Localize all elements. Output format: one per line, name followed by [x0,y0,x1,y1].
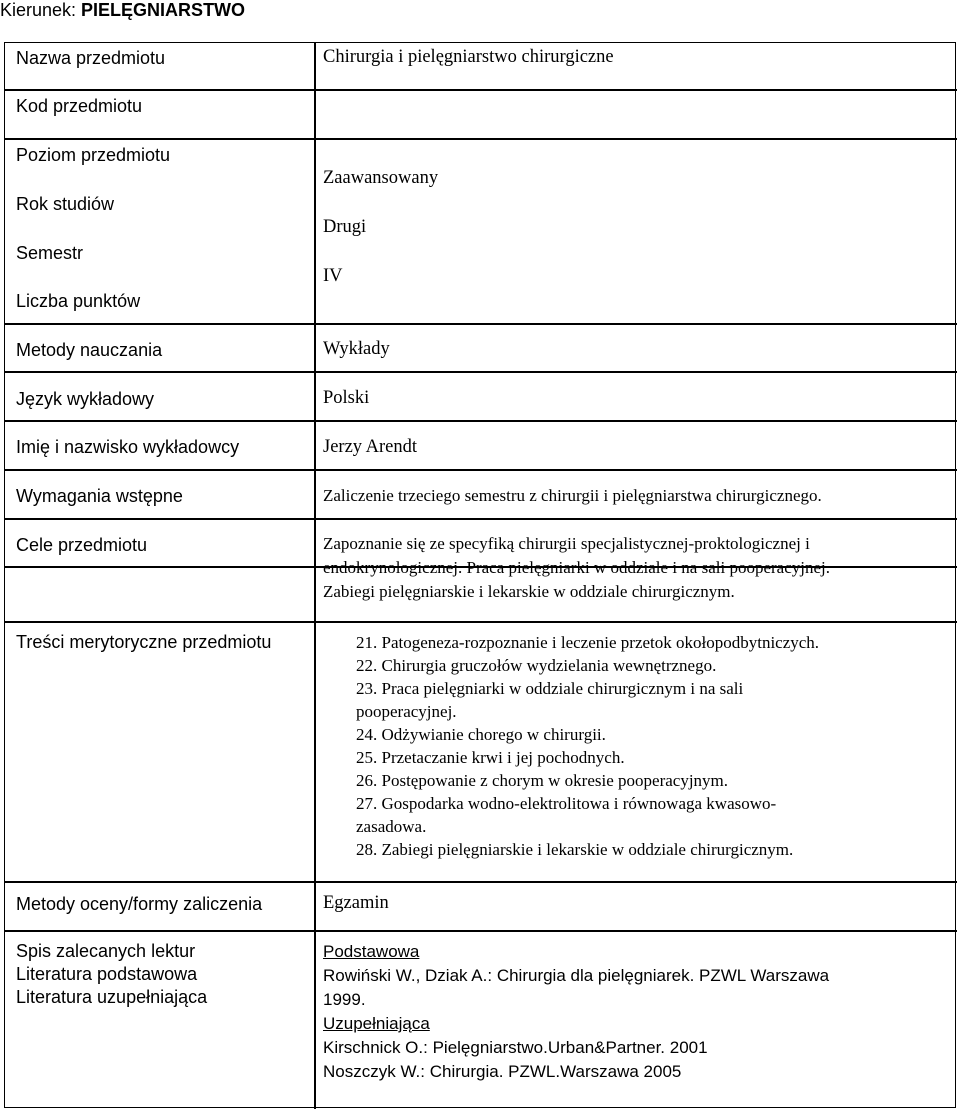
label-tresci: Treści merytoryczne przedmiotu [16,632,272,652]
value-jezyk: Polski [323,388,370,408]
lektura-line: Noszczyk W.: Chirurgia. PZWL.Warszawa 2005 [323,1062,682,1081]
cele-line: Zapoznanie się ze specyfiką chirurgii specjalistycznej-proktologicznej i [323,534,810,553]
label-lektury-line: Spis zalecanych lektur [16,941,196,961]
row-divider [5,518,957,520]
label-nazwa: Nazwa przedmiotu [16,48,166,68]
list-item: 23. Praca pielęgniarki w oddziale chirurgicznym i na sali [356,679,744,698]
value-semestr: IV [323,266,343,286]
lektura-line: Kirschnick O.: Pielęgniarstwo.Urban&Partner. 2001 [323,1038,708,1057]
row-divider [5,371,957,373]
label-lektury [16,940,207,1009]
value-poziom: Zaawansowany [323,168,439,188]
row-divider [5,420,957,422]
cele-line: Zabiegi pielęgniarskie i lekarskie w oddziale chirurgicznym. [323,582,735,601]
label-kod: Kod przedmiotu [16,96,143,116]
row-divider [5,138,957,140]
lektura-line: Rowiński W., Dziak A.: Chirurgia dla pielęgniarek. PZWL Warszawa [323,966,830,985]
label-poziom: Poziom przedmiotu [16,145,171,165]
tresci-list [356,631,936,861]
label-cele: Cele przedmiotu [16,535,148,555]
label-ocena: Metody oceny/formy zaliczenia [16,894,263,914]
list-item: 22. Chirurgia gruczołów wydzielania wewnętrznego. [356,656,717,675]
list-item: 26. Postępowanie z chorym w okresie pooperacyjnym. [356,771,729,790]
label-wymagania: Wymagania wstępne [16,486,183,506]
header-prefix: Kierunek: [0,0,82,20]
row-divider [5,89,957,91]
label-wykladowca: Imię i nazwisko wykładowcy [16,437,240,457]
row-divider [5,621,957,623]
value-wykladowca: Jerzy Arendt [323,437,418,457]
cele-line: endokrynologicznej. Praca pielęgniarki w oddziale i na sali pooperacyjnej. [323,558,830,577]
uzupelniajaca-heading: Uzupełniająca [323,1014,430,1033]
row-divider [5,469,957,471]
value-rok: Drugi [323,217,367,237]
list-item: 25. Przetaczanie krwi i jej pochodnych. [356,748,625,767]
label-semestr: Semestr [16,243,84,263]
list-item: 28. Zabiegi pielęgniarskie i lekarskie w oddziale chirurgicznym. [356,840,794,859]
label-lektury-line: Literatura uzupełniająca [16,987,208,1007]
list-item: zasadowa. [356,817,427,836]
list-item: 24. Odżywianie chorego w chirurgii. [356,725,606,744]
header-field: PIELĘGNIARSTWO [81,0,246,20]
label-lektury-line: Literatura podstawowa [16,964,198,984]
list-item: pooperacyjnej. [356,702,457,721]
row-divider [5,323,957,325]
value-metody: Wykłady [323,339,390,359]
value-cele [323,532,943,604]
column-divider [314,43,316,1109]
value-lektury [323,940,943,1084]
label-rok: Rok studiów [16,194,115,214]
label-jezyk: Język wykładowy [16,389,155,409]
lektura-line: 1999. [323,990,366,1009]
value-wymagania: Zaliczenie trzeciego semestru z chirurgii i pielęgniarstwa chirurgicznego. [323,486,822,505]
row-divider [5,881,957,883]
label-metody: Metody nauczania [16,340,163,360]
document-header [0,0,245,21]
label-punkty: Liczba punktów [16,291,141,311]
podstawowa-heading: Podstawowa [323,942,420,961]
list-item: 21. Patogeneza-rozpoznanie i leczenie przetok okołopodbytniczych. [356,633,820,652]
list-item: 27. Gospodarka wodno-elektrolitowa i równowaga kwasowo- [356,794,777,813]
value-ocena: Egzamin [323,893,389,913]
value-nazwa: Chirurgia i pielęgniarstwo chirurgiczne [323,47,614,67]
row-divider [5,930,957,932]
